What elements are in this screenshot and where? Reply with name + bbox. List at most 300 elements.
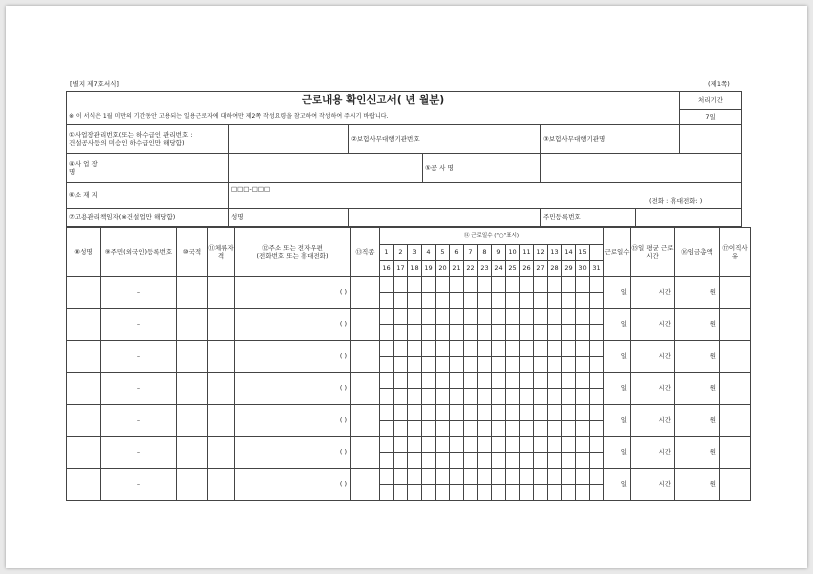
worker-nationality-cell[interactable]: [177, 341, 208, 373]
workday-checkbox[interactable]: [394, 469, 408, 485]
leave-reason-cell[interactable]: [720, 277, 751, 309]
workday-checkbox[interactable]: [436, 357, 450, 373]
workday-checkbox[interactable]: [464, 373, 478, 389]
worker-nationality-cell[interactable]: [177, 469, 208, 501]
workday-checkbox[interactable]: [408, 469, 422, 485]
workday-checkbox[interactable]: [562, 405, 576, 421]
total-wage-cell[interactable]: 원: [675, 309, 720, 341]
workday-checkbox[interactable]: [380, 341, 394, 357]
workplace-number-field[interactable]: [229, 125, 349, 154]
workday-count-cell[interactable]: 일: [604, 469, 631, 501]
workday-checkbox[interactable]: [380, 325, 394, 341]
workday-checkbox[interactable]: [464, 469, 478, 485]
workday-checkbox[interactable]: [534, 453, 548, 469]
workday-checkbox[interactable]: [590, 341, 604, 357]
worker-visa-cell[interactable]: [208, 341, 235, 373]
worker-resident-number-cell[interactable]: –: [101, 437, 177, 469]
workday-checkbox[interactable]: [450, 437, 464, 453]
workday-checkbox[interactable]: [576, 485, 590, 501]
workday-checkbox[interactable]: [590, 309, 604, 325]
leave-reason-cell[interactable]: [720, 373, 751, 405]
workday-checkbox[interactable]: [408, 485, 422, 501]
workday-checkbox[interactable]: [562, 389, 576, 405]
workday-checkbox[interactable]: [590, 453, 604, 469]
worker-occupation-cell[interactable]: [351, 405, 380, 437]
workday-checkbox[interactable]: [450, 453, 464, 469]
workday-checkbox[interactable]: [394, 421, 408, 437]
workday-checkbox[interactable]: [380, 293, 394, 309]
workday-checkbox[interactable]: [408, 405, 422, 421]
workday-checkbox[interactable]: [562, 309, 576, 325]
worker-nationality-cell[interactable]: [177, 437, 208, 469]
workday-checkbox[interactable]: [590, 277, 604, 293]
workday-checkbox[interactable]: [464, 453, 478, 469]
workday-checkbox[interactable]: [576, 453, 590, 469]
workday-checkbox[interactable]: [520, 277, 534, 293]
workday-checkbox[interactable]: [548, 309, 562, 325]
workday-checkbox[interactable]: [450, 309, 464, 325]
workday-checkbox[interactable]: [422, 325, 436, 341]
workday-count-cell[interactable]: 일: [604, 437, 631, 469]
address-field[interactable]: [229, 183, 742, 209]
workday-checkbox[interactable]: [590, 373, 604, 389]
workday-checkbox[interactable]: [520, 437, 534, 453]
workday-checkbox[interactable]: [408, 373, 422, 389]
worker-nationality-cell[interactable]: [177, 277, 208, 309]
workday-checkbox[interactable]: [436, 309, 450, 325]
workday-checkbox[interactable]: [590, 405, 604, 421]
workday-checkbox[interactable]: [450, 421, 464, 437]
workday-checkbox[interactable]: [422, 373, 436, 389]
workday-checkbox[interactable]: [520, 389, 534, 405]
workday-checkbox[interactable]: [506, 357, 520, 373]
workday-checkbox[interactable]: [492, 341, 506, 357]
worker-nationality-cell[interactable]: [177, 373, 208, 405]
workday-checkbox[interactable]: [548, 325, 562, 341]
workday-checkbox[interactable]: [380, 421, 394, 437]
workday-checkbox[interactable]: [450, 341, 464, 357]
avg-hours-cell[interactable]: 시간: [631, 437, 675, 469]
workday-checkbox[interactable]: [562, 421, 576, 437]
workday-checkbox[interactable]: [478, 373, 492, 389]
avg-hours-cell[interactable]: 시간: [631, 341, 675, 373]
workday-checkbox[interactable]: [394, 357, 408, 373]
workday-checkbox[interactable]: [478, 405, 492, 421]
worker-address-cell[interactable]: ( ): [235, 341, 351, 373]
workday-checkbox[interactable]: [436, 485, 450, 501]
workday-checkbox[interactable]: [506, 421, 520, 437]
workday-checkbox[interactable]: [450, 485, 464, 501]
worker-occupation-cell[interactable]: [351, 437, 380, 469]
worker-occupation-cell[interactable]: [351, 341, 380, 373]
workday-checkbox[interactable]: [548, 357, 562, 373]
workday-checkbox[interactable]: [464, 405, 478, 421]
worker-occupation-cell[interactable]: [351, 469, 380, 501]
workday-checkbox[interactable]: [478, 325, 492, 341]
workday-checkbox[interactable]: [520, 469, 534, 485]
workday-checkbox[interactable]: [394, 389, 408, 405]
leave-reason-cell[interactable]: [720, 405, 751, 437]
avg-hours-cell[interactable]: 시간: [631, 309, 675, 341]
workday-checkbox[interactable]: [464, 309, 478, 325]
workday-checkbox[interactable]: [408, 277, 422, 293]
worker-name-cell[interactable]: [67, 437, 101, 469]
workday-checkbox[interactable]: [548, 293, 562, 309]
workday-checkbox[interactable]: [380, 373, 394, 389]
workday-checkbox[interactable]: [464, 357, 478, 373]
workday-checkbox[interactable]: [562, 373, 576, 389]
workday-checkbox[interactable]: [506, 485, 520, 501]
workday-checkbox[interactable]: [436, 341, 450, 357]
workday-checkbox[interactable]: [576, 373, 590, 389]
worker-resident-number-cell[interactable]: –: [101, 373, 177, 405]
workday-checkbox[interactable]: [534, 405, 548, 421]
workday-checkbox[interactable]: [394, 309, 408, 325]
workday-checkbox[interactable]: [562, 325, 576, 341]
workday-checkbox[interactable]: [422, 293, 436, 309]
workday-checkbox[interactable]: [408, 293, 422, 309]
workday-checkbox[interactable]: [534, 325, 548, 341]
workday-checkbox[interactable]: [548, 485, 562, 501]
workday-checkbox[interactable]: [394, 341, 408, 357]
workday-checkbox[interactable]: [492, 357, 506, 373]
workday-checkbox[interactable]: [408, 309, 422, 325]
workday-checkbox[interactable]: [492, 421, 506, 437]
worker-address-cell[interactable]: ( ): [235, 373, 351, 405]
resident-number-field[interactable]: [636, 209, 742, 227]
workday-checkbox[interactable]: [464, 485, 478, 501]
worker-nationality-cell[interactable]: [177, 405, 208, 437]
workday-count-cell[interactable]: 일: [604, 277, 631, 309]
workday-checkbox[interactable]: [436, 405, 450, 421]
worker-address-cell[interactable]: ( ): [235, 405, 351, 437]
workday-checkbox[interactable]: [548, 405, 562, 421]
total-wage-cell[interactable]: 원: [675, 341, 720, 373]
worker-occupation-cell[interactable]: [351, 309, 380, 341]
workday-checkbox[interactable]: [478, 469, 492, 485]
workday-checkbox[interactable]: [464, 277, 478, 293]
workday-checkbox[interactable]: [590, 469, 604, 485]
workday-checkbox[interactable]: [464, 325, 478, 341]
workday-checkbox[interactable]: [436, 293, 450, 309]
workday-checkbox[interactable]: [380, 453, 394, 469]
workday-checkbox[interactable]: [548, 277, 562, 293]
workday-checkbox[interactable]: [562, 293, 576, 309]
workday-checkbox[interactable]: [576, 325, 590, 341]
workday-count-cell[interactable]: 일: [604, 405, 631, 437]
workday-checkbox[interactable]: [548, 389, 562, 405]
workday-checkbox[interactable]: [562, 357, 576, 373]
workday-checkbox[interactable]: [450, 389, 464, 405]
workday-checkbox[interactable]: [380, 277, 394, 293]
workday-checkbox[interactable]: [576, 389, 590, 405]
workday-checkbox[interactable]: [422, 389, 436, 405]
workday-checkbox[interactable]: [394, 453, 408, 469]
workday-checkbox[interactable]: [422, 437, 436, 453]
workday-checkbox[interactable]: [464, 341, 478, 357]
workday-checkbox[interactable]: [436, 389, 450, 405]
workday-checkbox[interactable]: [478, 277, 492, 293]
construction-name-field[interactable]: [541, 154, 742, 183]
workday-checkbox[interactable]: [478, 485, 492, 501]
workday-checkbox[interactable]: [590, 325, 604, 341]
workday-checkbox[interactable]: [380, 357, 394, 373]
total-wage-cell[interactable]: 원: [675, 405, 720, 437]
workday-checkbox[interactable]: [394, 325, 408, 341]
worker-visa-cell[interactable]: [208, 405, 235, 437]
worker-resident-number-cell[interactable]: –: [101, 309, 177, 341]
workday-checkbox[interactable]: [492, 373, 506, 389]
workday-checkbox[interactable]: [534, 469, 548, 485]
workday-checkbox[interactable]: [492, 437, 506, 453]
workday-checkbox[interactable]: [422, 469, 436, 485]
workday-count-cell[interactable]: 일: [604, 341, 631, 373]
workday-checkbox[interactable]: [492, 485, 506, 501]
workday-checkbox[interactable]: [506, 453, 520, 469]
workday-checkbox[interactable]: [562, 277, 576, 293]
workday-checkbox[interactable]: [450, 293, 464, 309]
worker-visa-cell[interactable]: [208, 437, 235, 469]
worker-name-cell[interactable]: [67, 373, 101, 405]
workday-checkbox[interactable]: [464, 421, 478, 437]
total-wage-cell[interactable]: 원: [675, 469, 720, 501]
workday-checkbox[interactable]: [520, 405, 534, 421]
business-name-field[interactable]: [229, 154, 423, 183]
workday-checkbox[interactable]: [478, 389, 492, 405]
workday-checkbox[interactable]: [520, 357, 534, 373]
workday-checkbox[interactable]: [478, 309, 492, 325]
workday-checkbox[interactable]: [576, 437, 590, 453]
workday-checkbox[interactable]: [520, 325, 534, 341]
workday-checkbox[interactable]: [534, 421, 548, 437]
workday-checkbox[interactable]: [520, 485, 534, 501]
workday-checkbox[interactable]: [492, 309, 506, 325]
worker-name-cell[interactable]: [67, 405, 101, 437]
workday-checkbox[interactable]: [520, 341, 534, 357]
workday-checkbox[interactable]: [534, 277, 548, 293]
workday-checkbox[interactable]: [534, 309, 548, 325]
agency-name-field[interactable]: [680, 125, 742, 154]
workday-checkbox[interactable]: [436, 469, 450, 485]
worker-address-cell[interactable]: ( ): [235, 277, 351, 309]
workday-checkbox[interactable]: [562, 437, 576, 453]
workday-checkbox[interactable]: [408, 325, 422, 341]
workday-checkbox[interactable]: [464, 389, 478, 405]
leave-reason-cell[interactable]: [720, 469, 751, 501]
workday-checkbox[interactable]: [506, 437, 520, 453]
workday-checkbox[interactable]: [562, 453, 576, 469]
workday-checkbox[interactable]: [422, 309, 436, 325]
workday-checkbox[interactable]: [464, 437, 478, 453]
leave-reason-cell[interactable]: [720, 309, 751, 341]
workday-checkbox[interactable]: [408, 421, 422, 437]
worker-visa-cell[interactable]: [208, 373, 235, 405]
workday-checkbox[interactable]: [422, 341, 436, 357]
workday-checkbox[interactable]: [380, 485, 394, 501]
worker-name-cell[interactable]: [67, 309, 101, 341]
workday-checkbox[interactable]: [520, 293, 534, 309]
worker-name-cell[interactable]: [67, 277, 101, 309]
workday-checkbox[interactable]: [576, 405, 590, 421]
workday-checkbox[interactable]: [562, 469, 576, 485]
workday-checkbox[interactable]: [576, 357, 590, 373]
workday-checkbox[interactable]: [506, 341, 520, 357]
workday-checkbox[interactable]: [422, 277, 436, 293]
workday-checkbox[interactable]: [422, 485, 436, 501]
workday-checkbox[interactable]: [506, 389, 520, 405]
workday-checkbox[interactable]: [548, 453, 562, 469]
workday-checkbox[interactable]: [380, 389, 394, 405]
workday-checkbox[interactable]: [534, 341, 548, 357]
workday-checkbox[interactable]: [464, 293, 478, 309]
workday-checkbox[interactable]: [506, 469, 520, 485]
workday-checkbox[interactable]: [506, 325, 520, 341]
workday-count-cell[interactable]: 일: [604, 373, 631, 405]
avg-hours-cell[interactable]: 시간: [631, 405, 675, 437]
workday-checkbox[interactable]: [492, 277, 506, 293]
workday-checkbox[interactable]: [408, 437, 422, 453]
workday-checkbox[interactable]: [534, 373, 548, 389]
workday-checkbox[interactable]: [450, 469, 464, 485]
workday-checkbox[interactable]: [408, 341, 422, 357]
worker-address-cell[interactable]: ( ): [235, 437, 351, 469]
worker-visa-cell[interactable]: [208, 309, 235, 341]
workday-checkbox[interactable]: [436, 453, 450, 469]
workday-checkbox[interactable]: [450, 357, 464, 373]
workday-checkbox[interactable]: [576, 469, 590, 485]
worker-occupation-cell[interactable]: [351, 277, 380, 309]
workday-checkbox[interactable]: [380, 469, 394, 485]
workday-checkbox[interactable]: [534, 389, 548, 405]
workday-checkbox[interactable]: [562, 485, 576, 501]
workday-checkbox[interactable]: [506, 405, 520, 421]
workday-checkbox[interactable]: [562, 341, 576, 357]
workday-checkbox[interactable]: [408, 453, 422, 469]
workday-checkbox[interactable]: [548, 421, 562, 437]
worker-address-cell[interactable]: ( ): [235, 469, 351, 501]
workday-checkbox[interactable]: [492, 389, 506, 405]
leave-reason-cell[interactable]: [720, 437, 751, 469]
workday-checkbox[interactable]: [478, 293, 492, 309]
workday-checkbox[interactable]: [534, 357, 548, 373]
workday-checkbox[interactable]: [506, 293, 520, 309]
worker-name-cell[interactable]: [67, 341, 101, 373]
workday-checkbox[interactable]: [394, 293, 408, 309]
avg-hours-cell[interactable]: 시간: [631, 373, 675, 405]
workday-checkbox[interactable]: [576, 421, 590, 437]
workday-checkbox[interactable]: [492, 325, 506, 341]
worker-resident-number-cell[interactable]: –: [101, 341, 177, 373]
workday-checkbox[interactable]: [534, 485, 548, 501]
workday-checkbox[interactable]: [548, 437, 562, 453]
workday-checkbox[interactable]: [394, 373, 408, 389]
avg-hours-cell[interactable]: 시간: [631, 469, 675, 501]
workday-count-cell[interactable]: 일: [604, 309, 631, 341]
workday-checkbox[interactable]: [394, 405, 408, 421]
workday-checkbox[interactable]: [422, 357, 436, 373]
avg-hours-cell[interactable]: 시간: [631, 277, 675, 309]
workday-checkbox[interactable]: [492, 405, 506, 421]
workday-checkbox[interactable]: [436, 437, 450, 453]
total-wage-cell[interactable]: 원: [675, 373, 720, 405]
workday-checkbox[interactable]: [534, 293, 548, 309]
workday-checkbox[interactable]: [394, 437, 408, 453]
workday-checkbox[interactable]: [590, 485, 604, 501]
workday-checkbox[interactable]: [436, 277, 450, 293]
workday-checkbox[interactable]: [520, 421, 534, 437]
workday-checkbox[interactable]: [576, 293, 590, 309]
workday-checkbox[interactable]: [408, 357, 422, 373]
workday-checkbox[interactable]: [422, 405, 436, 421]
workday-checkbox[interactable]: [520, 309, 534, 325]
workday-checkbox[interactable]: [506, 309, 520, 325]
workday-checkbox[interactable]: [436, 421, 450, 437]
workday-checkbox[interactable]: [506, 373, 520, 389]
total-wage-cell[interactable]: 원: [675, 277, 720, 309]
workday-checkbox[interactable]: [590, 389, 604, 405]
worker-resident-number-cell[interactable]: –: [101, 469, 177, 501]
workday-checkbox[interactable]: [576, 341, 590, 357]
workday-checkbox[interactable]: [394, 485, 408, 501]
workday-checkbox[interactable]: [520, 453, 534, 469]
workday-checkbox[interactable]: [534, 437, 548, 453]
workday-checkbox[interactable]: [506, 277, 520, 293]
workday-checkbox[interactable]: [450, 373, 464, 389]
workday-checkbox[interactable]: [450, 325, 464, 341]
worker-visa-cell[interactable]: [208, 277, 235, 309]
workday-checkbox[interactable]: [478, 453, 492, 469]
workday-checkbox[interactable]: [492, 469, 506, 485]
workday-checkbox[interactable]: [436, 373, 450, 389]
total-wage-cell[interactable]: 원: [675, 437, 720, 469]
worker-resident-number-cell[interactable]: –: [101, 277, 177, 309]
workday-checkbox[interactable]: [520, 373, 534, 389]
workday-checkbox[interactable]: [492, 453, 506, 469]
worker-nationality-cell[interactable]: [177, 309, 208, 341]
workday-checkbox[interactable]: [450, 277, 464, 293]
leave-reason-cell[interactable]: [720, 341, 751, 373]
workday-checkbox[interactable]: [492, 293, 506, 309]
workday-checkbox[interactable]: [436, 325, 450, 341]
workday-checkbox[interactable]: [394, 277, 408, 293]
workday-checkbox[interactable]: [478, 437, 492, 453]
workday-checkbox[interactable]: [380, 309, 394, 325]
worker-resident-number-cell[interactable]: –: [101, 405, 177, 437]
workday-checkbox[interactable]: [380, 437, 394, 453]
workday-checkbox[interactable]: [548, 373, 562, 389]
workday-checkbox[interactable]: [422, 453, 436, 469]
manager-name-field[interactable]: [349, 209, 541, 227]
workday-checkbox[interactable]: [478, 357, 492, 373]
workday-checkbox[interactable]: [478, 341, 492, 357]
workday-checkbox[interactable]: [422, 421, 436, 437]
workday-checkbox[interactable]: [590, 357, 604, 373]
workday-checkbox[interactable]: [590, 437, 604, 453]
workday-checkbox[interactable]: [408, 389, 422, 405]
workday-checkbox[interactable]: [590, 293, 604, 309]
workday-checkbox[interactable]: [380, 405, 394, 421]
workday-checkbox[interactable]: [478, 421, 492, 437]
workday-checkbox[interactable]: [590, 421, 604, 437]
worker-address-cell[interactable]: ( ): [235, 309, 351, 341]
workday-checkbox[interactable]: [576, 277, 590, 293]
worker-occupation-cell[interactable]: [351, 373, 380, 405]
worker-name-cell[interactable]: [67, 469, 101, 501]
workday-checkbox[interactable]: [450, 405, 464, 421]
workday-checkbox[interactable]: [548, 341, 562, 357]
workday-checkbox[interactable]: [576, 309, 590, 325]
workday-checkbox[interactable]: [548, 469, 562, 485]
